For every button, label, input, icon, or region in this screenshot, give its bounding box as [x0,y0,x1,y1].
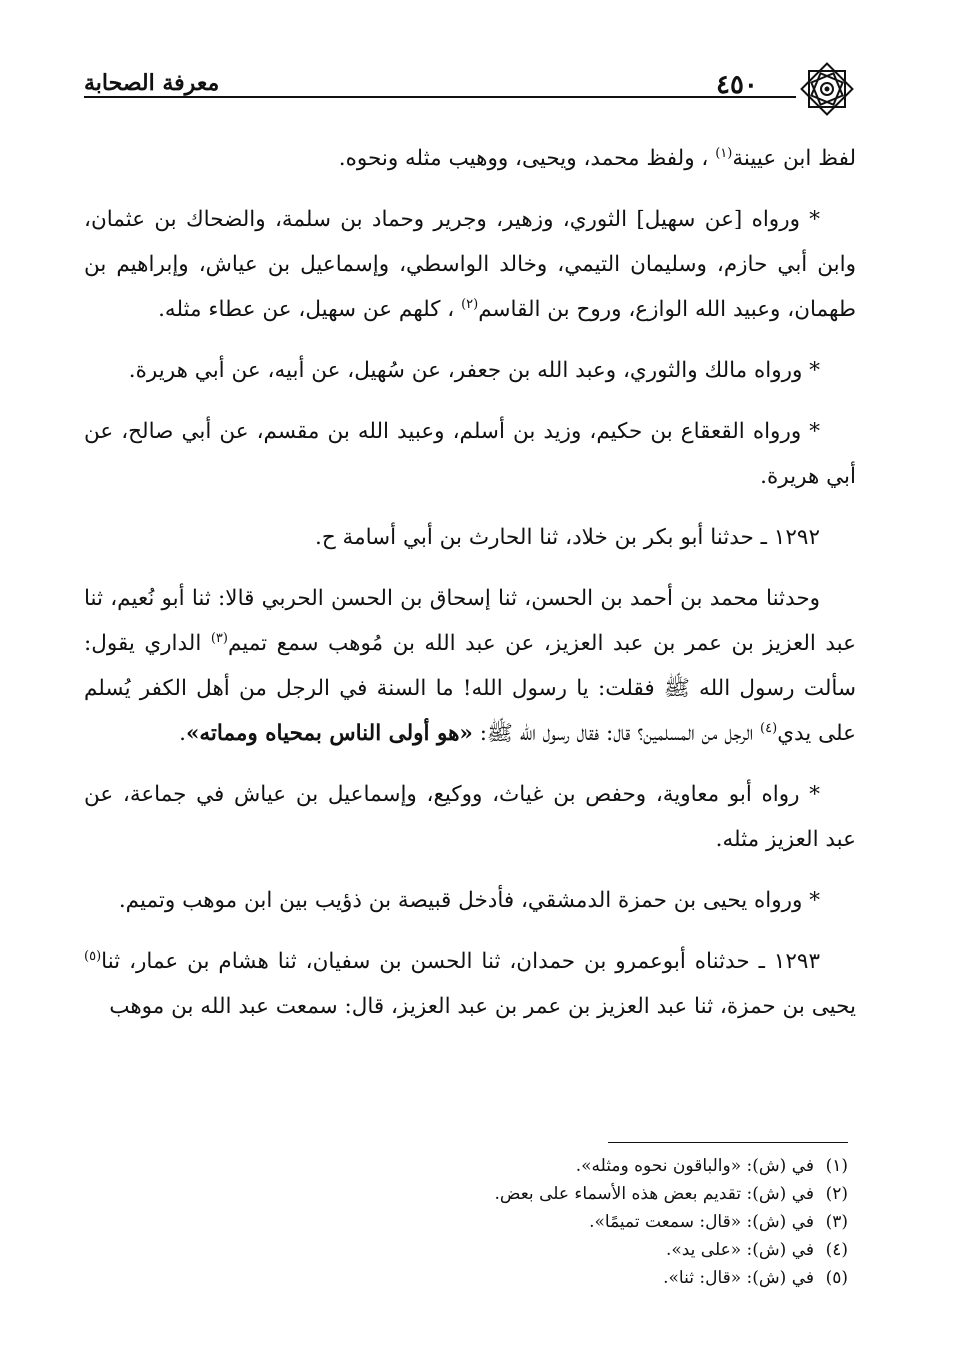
paragraph [84,939,856,1029]
paragraph-text: * ورواه مالك والثوري، وعبد الله بن جعفر، عن سُهيل، عن أبيه، عن أبي هريرة. [128,358,820,383]
running-title: معرفة الصحابة [84,70,220,96]
header-rule [84,96,796,98]
paragraph [84,348,856,393]
paragraph-text: * ورواه [عن سهيل] الثوري، وزهير، وجرير وحماد بن سلمة، والضحاك بن عثمان، وابن أبي حازم، وسليمان التيمي، وخالد الواسطي، وإسماعيل بن عياش، وإبراهيم بن طهمان، وعبيد الله الوازع، وروح بن القاسم [84,207,856,322]
footnote-number: (٥) [825,1268,848,1288]
footnote-item [300,1264,848,1292]
paragraph-text: ، كلهم عن سهيل، عن عطاء مثله. [158,297,462,322]
paragraph [84,197,856,332]
paragraph-text: الرجل من المسلمين؟ قال: فقال رسول الله ﷺ: [472,721,761,746]
footnote-item [300,1236,848,1264]
footnote-item [300,1152,848,1180]
paragraph-text: يحيى بن حمزة، ثنا عبد العزيز بن عمر بن عبد العزيز، قال: سمعت عبد الله بن موهب [109,994,856,1019]
paragraph-text: * ورواه يحيى بن حمزة الدمشقي، فأدخل قبيصة بن ذؤيب بين ابن موهب وتميم. [118,888,820,913]
main-text [84,136,856,1045]
paragraph-text: الداري يقول: سألت رسول الله ﷺ فقلت: يا رسول الله! ما السنة في الرجل من أهل الكفر يُسلم على يدي [84,631,856,746]
footnote-number: (٣) [825,1212,848,1232]
footnote-text: في (ش): «قال: ثنا». [663,1268,814,1288]
footnote-number: (٢) [825,1184,848,1204]
page-number: ٤٥٠ [716,70,758,100]
paragraph [84,878,856,923]
footnotes [300,1152,848,1292]
footnote-ref: (١) [715,145,733,161]
footnote-item [300,1208,848,1236]
paragraph-text: . [179,721,186,746]
footnote-ref: (٥) [84,948,102,964]
hadith-quote: «هو أولى الناس بمحياه ومماته» [185,721,473,746]
footnote-text: في (ش): «على يد». [665,1240,814,1260]
footnote-number: (١) [825,1156,848,1176]
footnote-number: (٤) [825,1240,848,1260]
page-header [0,58,956,118]
paragraph-text: * ورواه القعقاع بن حكيم، وزيد بن أسلم، وعبيد الله بن مقسم، عن أبي صالح، عن أبي هريرة. [84,419,856,489]
paragraph [84,409,856,499]
paragraph [84,576,856,756]
paragraph [84,136,856,181]
paragraph-text: ١٢٩٢ ـ حدثنا أبو بكر بن خلاد، ثنا الحارث بن أبي أسامة ح. [315,525,820,550]
footnote-ref: (٤) [760,720,778,736]
footnote-item [300,1180,848,1208]
paragraph-text: لفظ ابن عيينة [732,146,856,171]
footnote-ref: (٢) [461,296,479,312]
footnote-text: في (ش): «والباقون نحوه ومثله». [575,1156,814,1176]
islamic-star-ornament-icon [792,58,862,120]
paragraph [84,772,856,862]
paragraph-text: وحدثنا محمد بن أحمد بن الحسن، ثنا إسحاق بن الحسن الحربي قالا: ثنا أبو نُعيم، ثنا عبد العزيز بن عمر بن عبد العزيز، عن عبد الله بن مُوهب سمع تميم [84,586,856,656]
footnote-ref: (٣) [210,630,228,646]
footnote-rule [608,1142,848,1143]
footnote-text: في (ش): تقديم بعض هذه الأسماء على بعض. [494,1184,814,1204]
footnote-text: في (ش): «قال: سمعت تميمًا». [589,1212,814,1232]
paragraph-text: ١٢٩٣ ـ حدثناه أبوعمرو بن حمدان، ثنا الحسن بن سفيان، ثنا هشام بن عمار، ثنا [101,949,820,974]
paragraph-text: * رواه أبو معاوية، وحفص بن غياث، ووكيع، وإسماعيل بن عياش في جماعة، عن عبد العزيز مثله. [84,782,856,852]
paragraph [84,515,856,560]
paragraph-text: ، ولفظ محمد، ويحيى، ووهيب مثله ونحوه. [338,146,716,171]
